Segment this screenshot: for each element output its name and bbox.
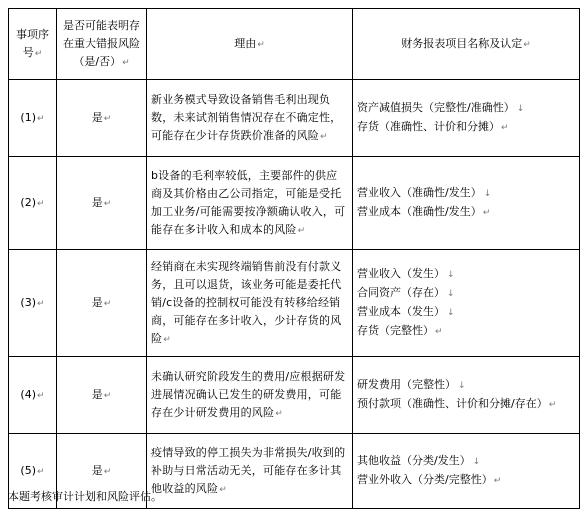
statement-item: 存货（准确性、计价和分摊）↵ <box>357 120 509 133</box>
statement-item: 营业成本（发生） ↓ <box>357 305 455 318</box>
audit-risk-document <box>8 8 579 509</box>
statement-items-cell <box>353 80 580 157</box>
header-risk-indicator: 是否可能表明存在重大错报风险（是/否）↵ <box>57 9 147 80</box>
audit-risk-table <box>8 8 580 509</box>
statement-items-cell <box>353 157 580 250</box>
item-number-cell: (5)↵ <box>9 434 57 509</box>
item-number-cell: (4)↵ <box>9 357 57 434</box>
statement-item: 合同资产（存在） ↓ <box>357 286 455 299</box>
statement-items-cell <box>353 250 580 357</box>
statement-item: 预付款项（准确性、计价和分摊/存在）↵ <box>357 397 557 410</box>
reason-cell: 经销商在未实现终端销售前没有付款义务，且可以退货，该业务可能是委托代销/c设备的控制权可能没有转移给经销商，可能存在多计收入，少计存货的风险↵ <box>147 250 353 357</box>
statement-item: 其他收益（分类/发生） ↓ <box>357 454 481 467</box>
footer-note: 本题考核审计计划和风险评估。 <box>8 490 162 503</box>
table-row <box>9 357 580 434</box>
risk-cell: 是↵ <box>57 434 147 509</box>
reason-cell: 未确认研究阶段发生的费用/应根据研发进展情况确认已发生的研发费用，可能存在少计研发费用的风险↵ <box>147 357 353 434</box>
header-reason: 理由↵ <box>147 9 353 80</box>
statement-item: 营业收入（准确性/发生） ↓ <box>357 186 492 199</box>
statement-item: 营业外收入（分类/完整性）↵ <box>357 473 502 486</box>
risk-cell: 是↵ <box>57 357 147 434</box>
reason-cell: 新业务模式导致设备销售毛利出现负数，未来试剂销售情况存在不确定性，可能存在少计存货跌价准备的风险↵ <box>147 80 353 157</box>
table-header-row <box>9 9 580 80</box>
item-number-cell: (3)↵ <box>9 250 57 357</box>
item-number-cell: (2)↵ <box>9 157 57 250</box>
statement-items-cell <box>353 357 580 434</box>
item-number-cell: (1)↵ <box>9 80 57 157</box>
table-row <box>9 250 580 357</box>
risk-cell: 是↵ <box>57 157 147 250</box>
statement-item: 营业收入（发生） ↓ <box>357 267 455 280</box>
header-statement-items: 财务报表项目名称及认定↵ <box>353 9 580 80</box>
statement-items-cell <box>353 434 580 509</box>
reason-cell: b设备的毛利率较低，主要部件的供应商及其价格由乙公司指定，可能是受托加工业务/可能需要按净额确认收入，可能存在多计收入和成本的风险↵ <box>147 157 353 250</box>
table-row <box>9 80 580 157</box>
risk-cell: 是↵ <box>57 250 147 357</box>
statement-item: 营业成本（准确性/发生）↵ <box>357 205 491 218</box>
header-item-number: 事项序号↵ <box>9 9 57 80</box>
risk-cell: 是↵ <box>57 80 147 157</box>
statement-item: 存货（完整性）↵ <box>357 324 443 337</box>
reason-cell: 疫情导致的停工损失为非常损失/收到的补助与日常活动无关，可能存在多计其他收益的风险↵ <box>147 434 353 509</box>
statement-item: 研发费用（完整性） ↓ <box>357 378 466 391</box>
table-row <box>9 157 580 250</box>
statement-item: 资产减值损失（完整性/准确性） ↓ <box>357 101 525 114</box>
